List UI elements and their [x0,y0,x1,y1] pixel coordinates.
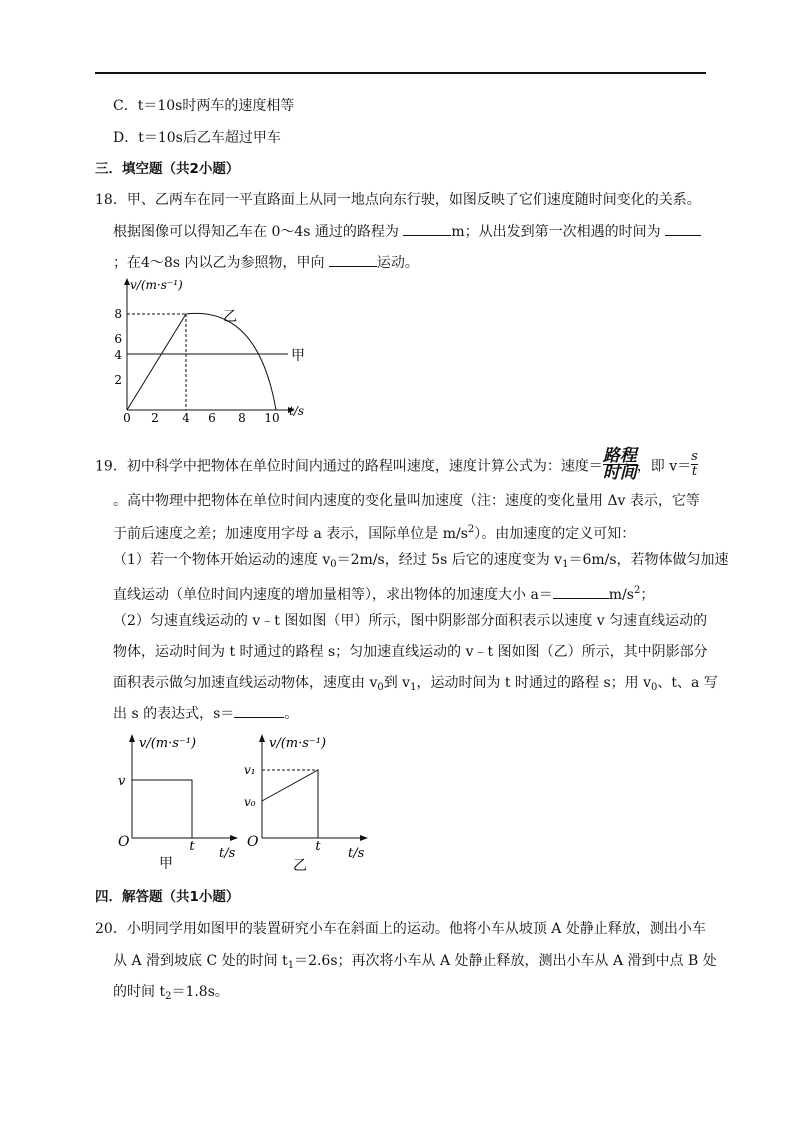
q19-text: 。 [284,706,299,722]
section-4-title: 四．解答题（共1小题） [95,889,240,905]
shaded-area [132,780,192,838]
q19-text: ，运动时间为 t 时通过的路程 s；用 v [416,675,651,691]
fraction-denominator: t [691,464,698,479]
t-label: t [315,839,321,854]
subscript: 2 [165,991,172,1002]
superscript: 2 [467,524,475,535]
x-tick-label: 0 [123,411,131,424]
q19-text: m/s [608,587,634,603]
q19-text: ； [640,587,655,603]
subscript: 0 [330,559,337,570]
q18-text: m；从出发到第一次相遇的时间为 [451,224,666,240]
q20-text: ＝1.8s。 [171,984,229,1000]
y-axis-label: v/(m·s⁻¹) [130,278,183,292]
y-tick-label: 8 [114,307,122,321]
q18-line3 [113,254,419,272]
x-axis-arrow [360,835,368,841]
answer-blank[interactable] [329,254,377,267]
q19-line8 [113,674,718,697]
section-3-title: 三．填空题（共2小题） [95,161,240,177]
fraction-denominator: 时间 [602,463,637,483]
q19-line5 [113,582,654,604]
x-tick-label: 10 [264,411,280,424]
yi-line [127,314,186,410]
figure-caption: 乙 [293,858,307,874]
origin-label: O [247,834,259,850]
q19-text: ，即 v＝ [636,458,692,475]
y-axis-label: v/(m·s⁻¹) [139,736,197,751]
v-label: v [118,774,126,789]
q19-text: 19．初中科学中把物体在单位时间内通过的路程叫速度，速度计算公式为：速度＝ [95,458,603,475]
q18-line1: 18．甲、乙两车在同一平直路面上从同一地点向东行驶，如图反映了它们速度随时间变化的关系。 [95,192,701,208]
q19-text: （1）若一个物体开始运动的速度 v [113,552,331,568]
option-c: C．t＝10s时两车的速度相等 [113,98,295,114]
q19-text: 于前后速度之差；加速度用字母 a 表示，国际单位是 m/s [113,526,468,542]
fraction-numerator: s [691,449,698,464]
q19-text: ＝6m/s，若物体做匀加速 [568,552,729,568]
y-axis-arrow [259,734,265,742]
x-axis-label: t/s [348,846,365,861]
yi-label: 乙 [223,309,237,325]
q20-line3 [113,983,229,1006]
q19-text: 出 s 的表达式，s＝ [113,706,235,722]
q19-text: 直线运动（单位时间内速度的增加量相等），求出物体的加速度大小 a＝ [113,587,553,603]
q19-line3 [113,521,635,543]
shaded-area-outline [262,770,318,838]
figure-jia-vt-graph [112,730,248,872]
x-tick-label: 4 [182,411,190,424]
q19-line2: 。高中物理中把物体在单位时间内速度的变化量叫加速度（注：速度的变化量用 Δv 表示，它等 [113,493,700,509]
subscript: 1 [287,960,295,971]
q19-line6: （2）匀速直线运动的 v﹣t 图如图（甲）所示，图中阴影部分面积表示以速度 v 匀速直线运动的 [113,613,708,629]
q18-text: 运动。 [376,255,419,271]
y-axis-label: v/(m·s⁻¹) [269,736,327,751]
answer-blank[interactable] [665,223,701,236]
q19-text: 到 v [383,675,411,691]
q19-text: 、t、a 写 [657,675,718,691]
subscript: 0 [651,682,658,693]
header-rule [95,72,706,74]
q20-line1: 20．小明同学用如图甲的装置研究小车在斜面上的运动。他将小车从坡顶 A 处静止释放，测出小车 [95,921,706,937]
q18-line2 [113,223,701,241]
x-axis-label: t/s [219,846,236,861]
option-d: D．t＝10s后乙车超过甲车 [113,130,281,146]
q19-text: 面积表示做匀加速直线运动物体，速度由 v [113,675,378,691]
q18-text: ；在4～8s 内以乙为参照物，甲向 [113,255,329,271]
q20-text: ＝2.6s；再次将小车从 A 处静止释放，测出小车从 A 滑到中点 B 处 [294,953,717,969]
q19-line9 [113,705,298,723]
y-tick-label: 4 [114,348,122,362]
q19-text: ＝2m/s，经过 5s 后它的速度变为 v [336,552,563,568]
fraction-numerator: 路程 [602,446,637,466]
jia-label: 甲 [291,348,305,364]
subscript: 1 [562,559,569,570]
y-tick-label: 2 [114,373,122,387]
q19-line1 [95,446,698,483]
y-axis-arrow [129,734,135,742]
v0-label: v₀ [244,795,256,809]
answer-blank[interactable] [403,223,451,236]
subscript: 0 [377,682,384,693]
q19-line7: 物体，运动时间为 t 时通过的路程 s；匀加速直线运动的 v﹣t 图如图（乙）所示，其中阴影部分 [113,644,708,660]
superscript: 2 [633,585,641,596]
figure-caption: 甲 [159,856,173,872]
origin-label: O [118,834,130,850]
answer-blank[interactable] [553,586,609,599]
t-label: t [189,839,195,854]
v-fraction [691,450,698,479]
y-tick-label: 6 [114,332,122,346]
x-axis-arrow [230,835,238,841]
q19-line4 [113,551,729,574]
q18-text: 根据图像可以得知乙车在 0～4s 通过的路程为 [113,224,404,240]
answer-blank[interactable] [234,705,284,718]
q20-text: 从 A 滑到坡底 C 处的时间 t [113,953,288,969]
x-axis-label: t/s [289,404,305,418]
q19-text: ）。由加速度的定义可知： [474,526,636,542]
q20-line2 [113,952,717,975]
speed-fraction [603,448,637,481]
x-tick-label: 8 [238,411,246,424]
yi-curve [186,313,276,410]
subscript: 1 [410,682,417,693]
q20-text: 的时间 t [113,984,166,1000]
x-tick-label: 2 [151,411,159,424]
figure-yi-vt-graph [238,730,378,878]
q18-velocity-graph [108,276,318,424]
v1-label: v₁ [244,763,256,777]
x-tick-label: 6 [208,411,216,424]
